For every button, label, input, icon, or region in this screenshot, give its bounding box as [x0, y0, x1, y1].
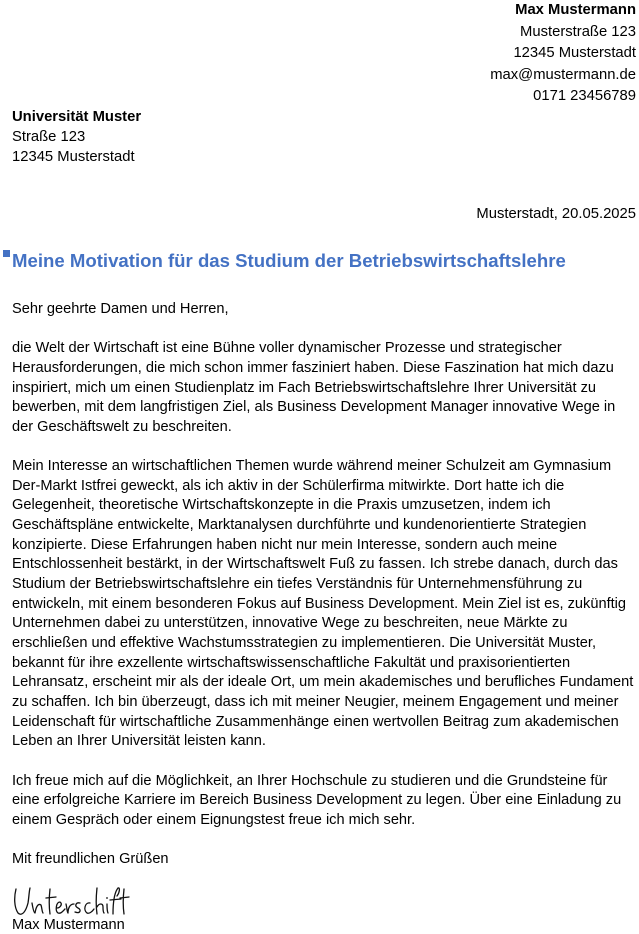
closing: Mit freundlichen Grüßen: [12, 851, 169, 868]
signer-name: Max Mustermann: [12, 917, 125, 933]
recipient-city: 12345 Musterstadt: [12, 149, 135, 165]
letter-subject: Meine Motivation für das Studium der Betriebswirtschaftslehre: [12, 250, 566, 271]
sender-phone: 0171 23456789: [533, 88, 636, 105]
recipient-street: Straße 123: [12, 129, 86, 145]
heading-marker: [3, 250, 10, 257]
sender-street: Musterstraße 123: [520, 23, 636, 40]
salutation: Sehr geehrte Damen und Herren,: [12, 301, 229, 317]
recipient-name: Universität Muster: [12, 109, 142, 125]
paragraph: Mein Interesse an wirtschaftlichen Themen wurde während meiner Schulzeit am Gymnasium Der-Markt Istfrei geweckt, als ich aktiv in der Schülerfirma mitwirkte. Dort hatte ich die Gelegenheit, theoretische Wirtschaftskonzepte in die Praxis umzusetzen, indem ich Geschäftspläne entwickelte, Marktanalysen durchführte und kundenorientierte Strategien konzipierte. Diese Erfahrungen haben nicht nur mein Interesse, sondern auch meine Entschlossenheit bestärkt, in der Wirtschaftswelt Fuß zu fassen. Ich strebe danach, durch das Studium der Betriebswirtschaftslehre ein tiefes Verständnis für Unternehmensführung zu entwickeln, mit einem besonderen Fokus auf Business Development. Mein Ziel ist es, zukünftig Unternehmen dabei zu unterstützen, innovative Wege zu beschreiten, neue Märkte zu erschließen und effektive Wachstumsstrategien zu implementieren. Die Universität Muster, bekannt für ihre exzellente wirtschaftswissenschaftliche Fakultät und praxisorientierten Lehransatz, erscheint mir als der ideale Ort, um mein akademisches und berufliches Fundament zu schaffen. Ich bin überzeugt, dass ich mit meiner Neugier, meinem Engagement und meiner Leidenschaft für wirtschaftliche Zusammenhänge einen wertvollen Beitrag zum akademischen Leben an Ihrer Universität leisten kann.: [12, 458, 634, 750]
sender-city: 12345 Musterstadt: [513, 45, 636, 62]
letter-body: [12, 300, 636, 889]
sender-email: max@mustermann.de: [490, 66, 636, 83]
letter-date: Musterstadt, 20.05.2025: [476, 206, 636, 222]
sender-address: [490, 0, 636, 108]
recipient-address: [12, 107, 141, 167]
paragraph: die Welt der Wirtschaft ist eine Bühne voller dynamischer Prozesse und strategischer Herausforderungen, die mich schon immer fasziniert haben. Diese Faszination hat mich dazu inspiriert, mich um einen Studienplatz im Fach Betriebswirtschaftslehre Ihrer Universität zu bewerben, mit dem langfristigen Ziel, als Business Development Manager innovative Wege in der Geschäftswelt zu beschreiten.: [12, 340, 616, 435]
paragraph: Ich freue mich auf die Möglichkeit, an Ihrer Hochschule zu studieren und die Grundsteine für eine erfolgreiche Karriere im Bereich Business Development zu legen. Über eine Einladung zu einem Gespräch oder einem Eignungstest freue ich mich sehr.: [12, 772, 622, 828]
sender-name: Max Mustermann: [515, 2, 636, 18]
